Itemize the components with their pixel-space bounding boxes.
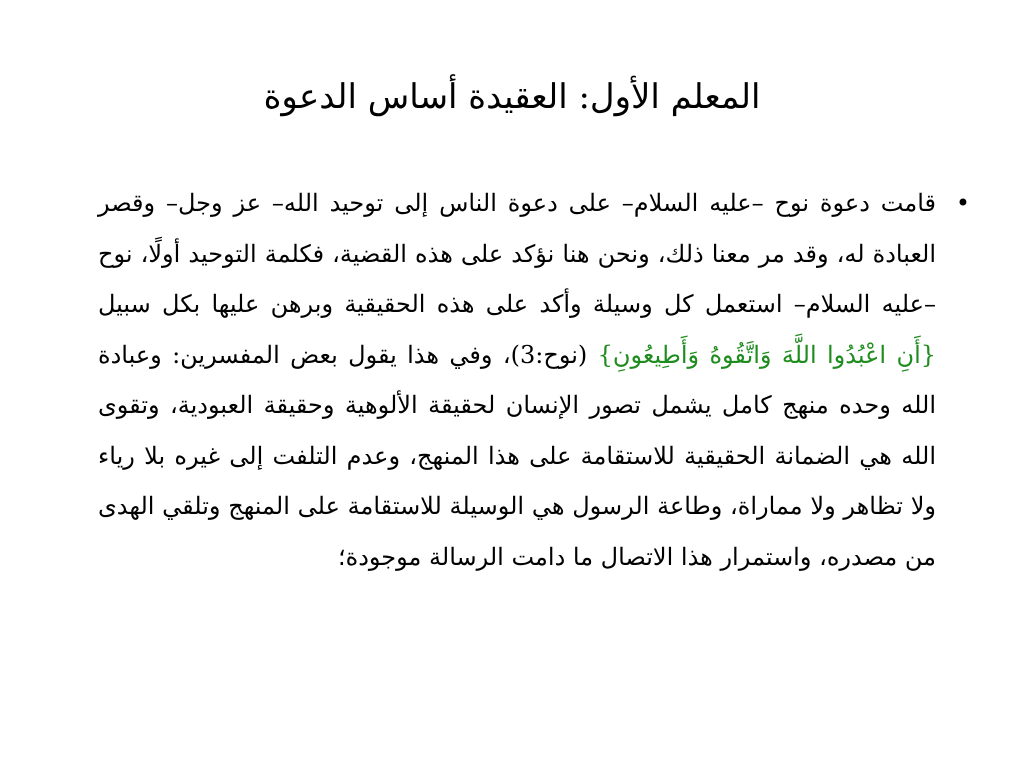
quran-verse: {أَنِ اعْبُدُوا اللَّهَ وَاتَّقُوهُ وَأَطِيعُونِ}	[597, 340, 937, 369]
slide-title: المعلم الأول: العقيدة أساس الدعوة	[263, 77, 761, 117]
bullet-marker: •	[955, 189, 970, 217]
bullet-list-item	[98, 178, 970, 582]
verse-reference: (نوح:3)	[510, 340, 598, 369]
paragraph-text-part1: قامت دعوة نوح –عليه السلام– على دعوة الناس إلى توحيد الله– عز وجل– وقصر العبادة له، وقد مر معنا ذلك، ونحن هنا نؤكد على هذه القضية، فكلمة التوحيد أولًا، نوح –عليه السلام– استعمل كل وسيلة وأكد على هذه الحقيقية وبرهن عليها بكل سبيل	[98, 189, 936, 318]
paragraph-text-part2: ، وفي هذا يقول بعض المفسرين: وعبادة الله وحده منهج كامل يشمل تصور الإنسان لحقيقة الألوهية وحقيقة العبودية، وتقوى الله هي الضمانة الحقيقية للاستقامة على هذا المنهج، وعدم التلفت إلى غيره بلا رياء ولا تظاهر ولا مماراة، وطاعة الرسول هي الوسيلة للاستقامة على المنهج وتلقي الهدى من مصدره، واستمرار هذا الاتصال ما دامت الرسالة موجودة؛	[98, 340, 936, 571]
